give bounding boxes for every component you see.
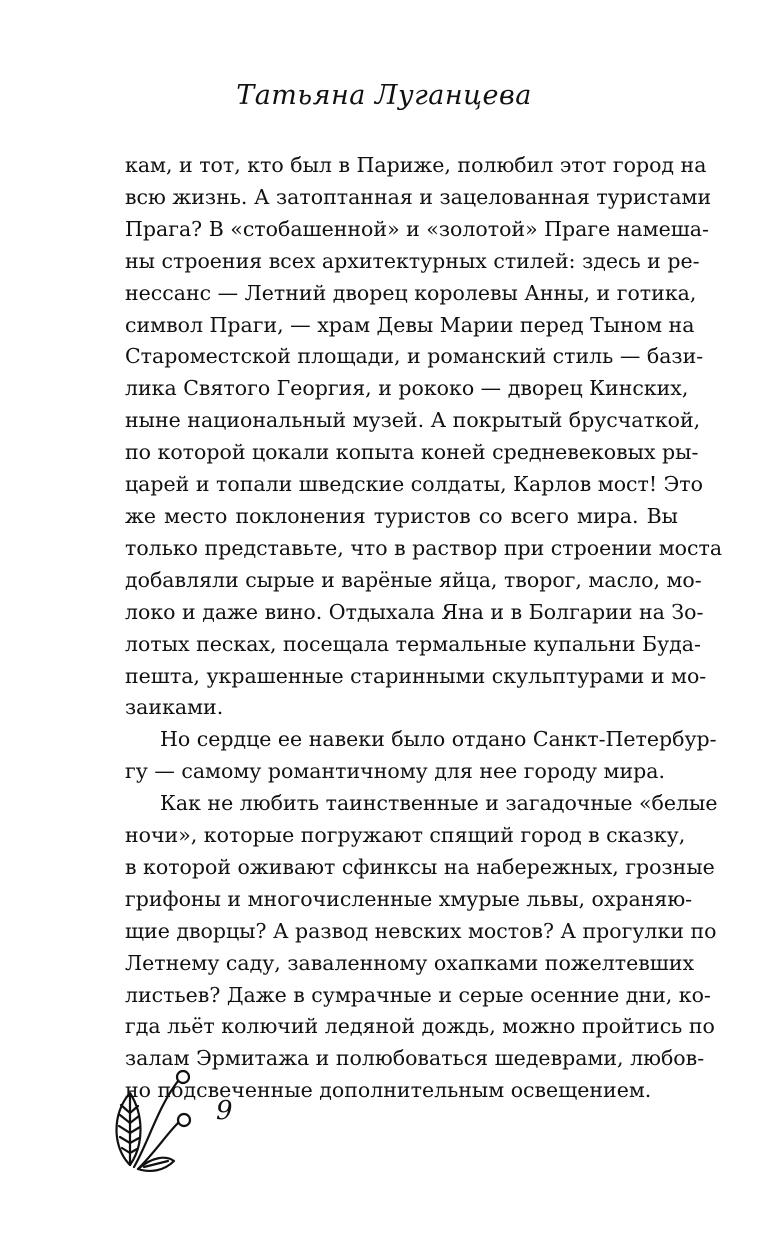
text-line: Летнему саду, заваленному охапками пожелтевших <box>125 950 695 975</box>
running-title: Татьяна Луганцева <box>236 80 532 111</box>
text-line: залам Эрмитажа и полюбоваться шедеврами, любов- <box>125 1046 705 1071</box>
text-line: локо и даже вино. Отдыхала Яна и в Болгарии на Зо- <box>125 599 704 624</box>
body-text <box>125 150 723 1107</box>
text-line: щие дворцы? А развод невских мостов? А прогулки по <box>125 918 717 943</box>
text-line: Как не любить таинственные и загадочные «белые <box>160 791 718 816</box>
text-line: по которой цокали копыта коней средневековых ры- <box>125 440 699 465</box>
text-line: грифоны и многочисленные хмурые львы, охраняю- <box>125 886 693 911</box>
text-line: гу — самому романтичному для нее городу мира. <box>125 759 665 784</box>
text-line: Но сердце ее навеки было отдано Санкт-Петербур- <box>160 727 717 752</box>
text-line: ночи», которые погружают спящий город в сказку, <box>125 823 686 848</box>
text-line: лотых песках, посещала термальные купальни Буда- <box>125 631 701 656</box>
text-line: ныне национальный музей. А покрытый брусчаткой, <box>125 408 701 433</box>
text-line: Староместской площади, и романский стиль — бази- <box>125 344 704 369</box>
text-line: только представьте, что в раствор при строении моста <box>125 535 723 560</box>
text-line: же место поклонения туристов со всего мира. Вы <box>125 503 678 528</box>
text-line: символ Праги, — храм Девы Марии перед Тыном на <box>125 312 695 337</box>
text-line: лика Святого Георгия, и рококо — дворец Кинских, <box>125 376 689 401</box>
paragraph-2 <box>125 724 717 788</box>
text-line: гда льёт колючий ледяной дождь, можно пройтись по <box>125 1014 715 1039</box>
text-line: заиками. <box>125 695 224 720</box>
text-line: пешта, украшенные старинными скульптурами и мо- <box>125 663 707 688</box>
text-line: ны строения всех архитектурных стилей: здесь и ре- <box>125 248 700 273</box>
text-line: в которой оживают сфинксы на набережных, грозные <box>125 854 715 879</box>
text-line: добавляли сырые и варёные яйца, творог, масло, мо- <box>125 567 702 592</box>
text-line: Прага? В «стобашенной» и «золотой» Праге намеша- <box>125 216 709 241</box>
text-line: всю жизнь. А затоптанная и зацелованная туристами <box>125 184 712 209</box>
paragraph-3 <box>125 788 718 1107</box>
text-line: листьев? Даже в сумрачные и серые осенние дни, ко- <box>125 982 711 1007</box>
text-line: царей и топали шведские солдаты, Карлов мост! Это <box>125 472 703 497</box>
text-line: кам, и тот, кто был в Париже, полюбил этот город на <box>125 153 707 177</box>
text-line: но подсвеченные дополнительным освещением. <box>125 1078 652 1103</box>
text-line: нессанс — Летний дворец королевы Анны, и готика, <box>125 280 697 305</box>
page-number: 9 <box>216 1096 233 1126</box>
paragraph-1 <box>125 150 723 724</box>
floral-ornament-icon <box>108 1065 228 1175</box>
